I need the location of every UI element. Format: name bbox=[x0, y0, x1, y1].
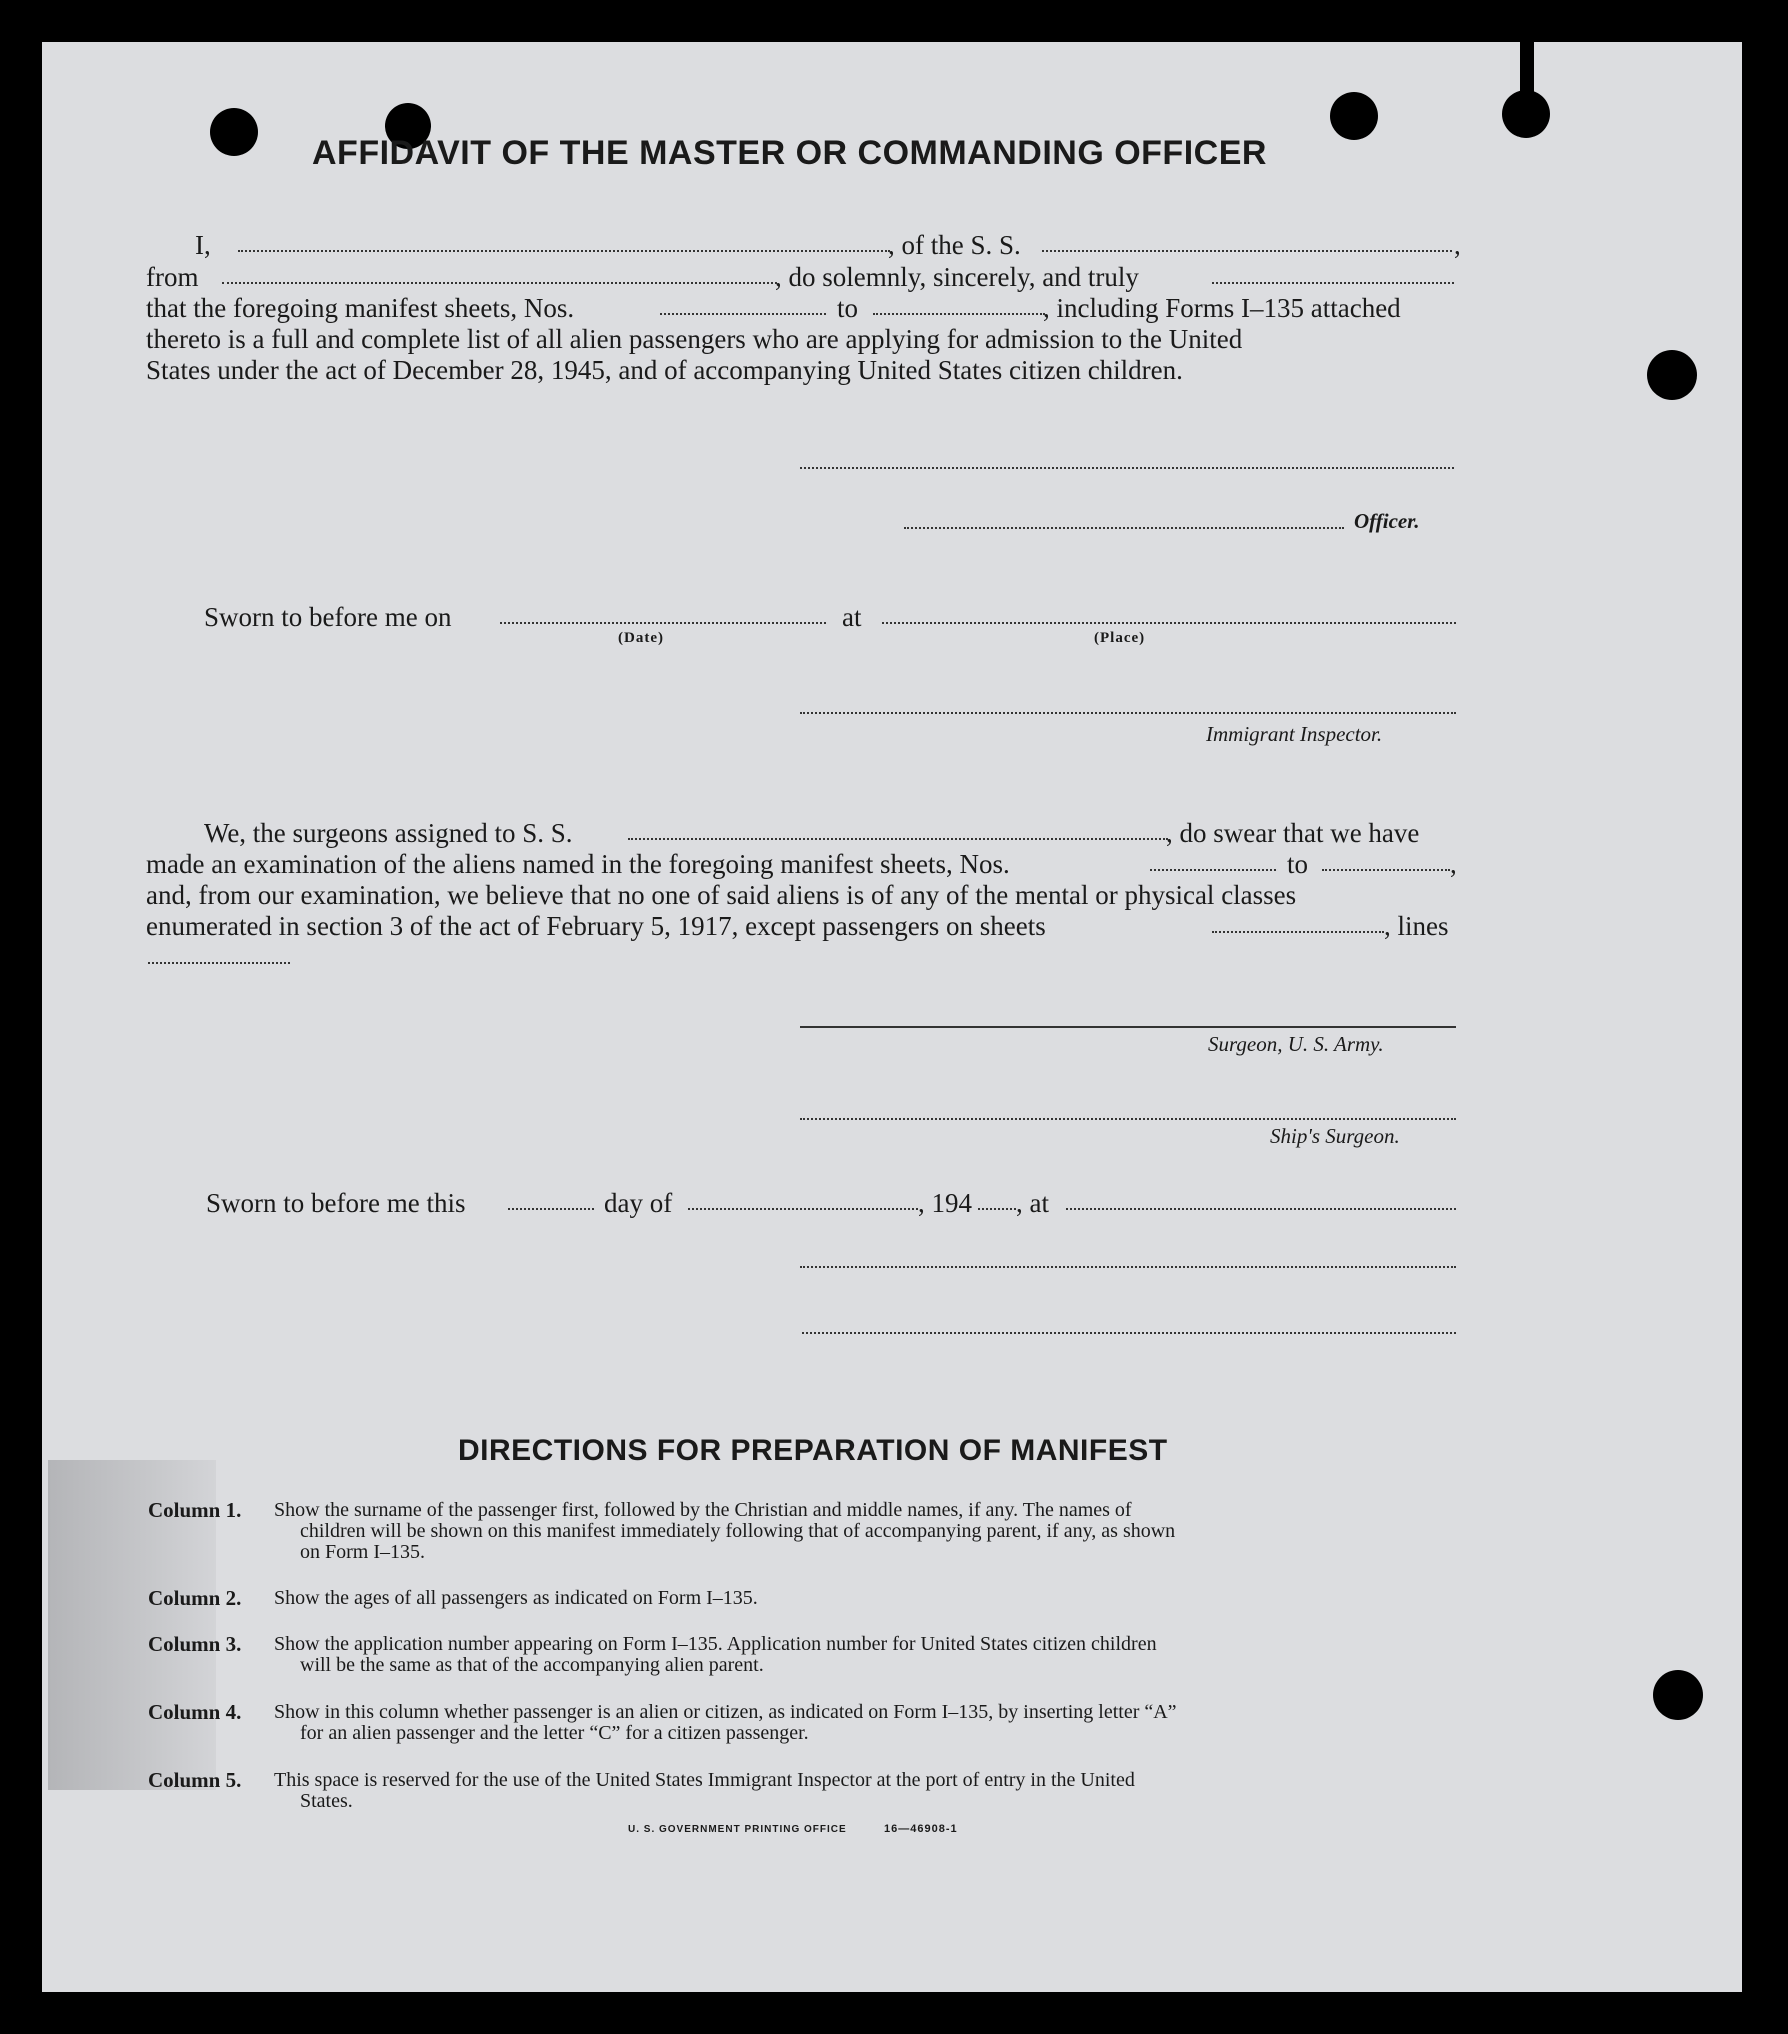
sworn2-title-field[interactable] bbox=[802, 1332, 1456, 1334]
officer-title-field[interactable] bbox=[904, 527, 1344, 529]
affidavit-text-to: to bbox=[837, 293, 859, 323]
direction-label: Column 3. bbox=[148, 1632, 242, 1656]
sworn2-year-field[interactable] bbox=[978, 1208, 1016, 1210]
direction-line: Show the application number appearing on Form I–135. Application number for United States citizen children bbox=[274, 1633, 1157, 1655]
direction-label: Column 2. bbox=[148, 1586, 242, 1610]
sworn2-text-b: day of bbox=[604, 1188, 673, 1218]
direction-line: Show the ages of all passengers as indicated on Form I–135. bbox=[274, 1587, 758, 1609]
except-sheets-field[interactable] bbox=[1212, 931, 1384, 933]
surgeons-text-to: to bbox=[1287, 849, 1309, 879]
affidavit-comma: , bbox=[1454, 230, 1461, 260]
affidavit-text-sheets: that the foregoing manifest sheets, Nos. bbox=[146, 293, 575, 323]
surgeons-text-swear: , do swear that we have bbox=[1166, 818, 1420, 848]
inspector-signature-field[interactable] bbox=[800, 712, 1456, 714]
surgeons-text-4: enumerated in section 3 of the act of February 5, 1917, except passengers on sheets bbox=[146, 911, 1046, 941]
sworn2-text-c: , 194 bbox=[918, 1188, 972, 1218]
army-surgeon-label: Surgeon, U. S. Army. bbox=[1208, 1032, 1384, 1056]
surgeons-sheet-from-field[interactable] bbox=[1150, 869, 1276, 871]
affidavit-title: AFFIDAVIT OF THE MASTER OR COMMANDING OFFICER bbox=[312, 134, 1267, 172]
sheet-from-field[interactable] bbox=[660, 313, 826, 315]
surgeons-text-3: and, from our examination, we believe that no one of said aliens is of any of the mental or physical classes bbox=[146, 880, 1297, 910]
affidavit-text-line4: thereto is a full and complete list of all alien passengers who are applying for admission to the United bbox=[146, 324, 1243, 354]
affidavit-text-i: I, bbox=[195, 230, 211, 260]
affidavit-text-from: from bbox=[146, 262, 199, 292]
place-label: (Place) bbox=[1094, 630, 1146, 646]
surgeons-text-1: We, the surgeons assigned to S. S. bbox=[204, 818, 573, 848]
surgeons-text-2: made an examination of the aliens named in the foregoing manifest sheets, Nos. bbox=[146, 849, 1010, 879]
affidavit-text-ss: , of the S. S. bbox=[888, 230, 1021, 260]
affidavit-text-solemnly: , do solemnly, sincerely, and truly bbox=[775, 262, 1139, 292]
sworn2-text-a: Sworn to before me this bbox=[206, 1188, 466, 1218]
direction-line: Show the surname of the passenger first, followed by the Christian and middle names, if any. The names of bbox=[274, 1499, 1132, 1521]
direction-text bbox=[274, 1634, 1157, 1676]
ships-surgeon-label: Ship's Surgeon. bbox=[1270, 1124, 1400, 1148]
direction-line: Show in this column whether passenger is an alien or citizen, as indicated on Form I–135, by inserting letter “A” bbox=[274, 1701, 1177, 1723]
port-from-field[interactable] bbox=[222, 282, 777, 284]
direction-text bbox=[274, 1500, 1175, 1563]
oath-field[interactable] bbox=[1212, 282, 1454, 284]
sworn2-place-field[interactable] bbox=[1066, 1208, 1456, 1210]
direction-line: This space is reserved for the use of the United States Immigrant Inspector at the port of entry in the United bbox=[274, 1769, 1135, 1791]
sworn-text: Sworn to before me on bbox=[204, 602, 452, 632]
inspector-label: Immigrant Inspector. bbox=[1206, 722, 1383, 746]
sheet-to-field[interactable] bbox=[873, 313, 1045, 315]
officer-label: Officer. bbox=[1354, 509, 1420, 533]
surgeons-sheet-to-field[interactable] bbox=[1322, 869, 1450, 871]
direction-label: Column 1. bbox=[148, 1498, 242, 1522]
direction-label: Column 5. bbox=[148, 1768, 242, 1792]
surgeons-comma: , bbox=[1450, 849, 1457, 879]
master-signature-field[interactable] bbox=[800, 467, 1454, 469]
torn-corner bbox=[1520, 42, 1534, 112]
direction-line: States. bbox=[300, 1790, 353, 1812]
form-page bbox=[42, 42, 1742, 1992]
direction-line: children will be shown on this manifest immediately following that of accompanying parent, if any, as shown bbox=[300, 1520, 1176, 1542]
punch-hole bbox=[1330, 92, 1378, 140]
surgeons-text-lines: , lines bbox=[1384, 911, 1449, 941]
army-surgeon-signature-field[interactable] bbox=[800, 1026, 1456, 1028]
affidavit-text-line5: States under the act of December 28, 1945, and of accompanying United States citizen children. bbox=[146, 355, 1183, 385]
sworn2-day-field[interactable] bbox=[508, 1208, 594, 1210]
direction-text bbox=[274, 1702, 1177, 1744]
sworn2-signature-field[interactable] bbox=[800, 1266, 1456, 1268]
punch-hole bbox=[210, 108, 258, 156]
except-lines-field[interactable] bbox=[148, 962, 290, 964]
printer-credit: U. S. GOVERNMENT PRINTING OFFICE bbox=[628, 1824, 847, 1835]
sworn2-month-field[interactable] bbox=[688, 1208, 918, 1210]
direction-line: will be the same as that of the accompanying alien parent. bbox=[300, 1654, 764, 1676]
ships-surgeon-signature-field[interactable] bbox=[800, 1118, 1456, 1120]
surgeons-ship-field[interactable] bbox=[628, 838, 1168, 840]
sworn-date-field[interactable] bbox=[500, 622, 826, 624]
form-code: 16—46908-1 bbox=[884, 1823, 958, 1835]
sworn-at-text: at bbox=[842, 602, 862, 632]
sworn-place-field[interactable] bbox=[882, 622, 1456, 624]
master-name-field[interactable] bbox=[238, 250, 890, 252]
direction-text bbox=[274, 1588, 758, 1609]
affidavit-text-forms: , including Forms I–135 attached bbox=[1043, 293, 1401, 323]
punch-hole bbox=[1647, 350, 1697, 400]
direction-label: Column 4. bbox=[148, 1700, 242, 1724]
date-label: (Date) bbox=[618, 630, 664, 646]
direction-line: on Form I–135. bbox=[300, 1541, 425, 1563]
directions-title: DIRECTIONS FOR PREPARATION OF MANIFEST bbox=[458, 1434, 1168, 1467]
punch-hole bbox=[1653, 1670, 1703, 1720]
direction-line: for an alien passenger and the letter “C” for a citizen passenger. bbox=[300, 1722, 809, 1744]
ship-name-field[interactable] bbox=[1042, 250, 1452, 252]
direction-text bbox=[274, 1770, 1135, 1812]
sworn2-text-d: , at bbox=[1016, 1188, 1049, 1218]
